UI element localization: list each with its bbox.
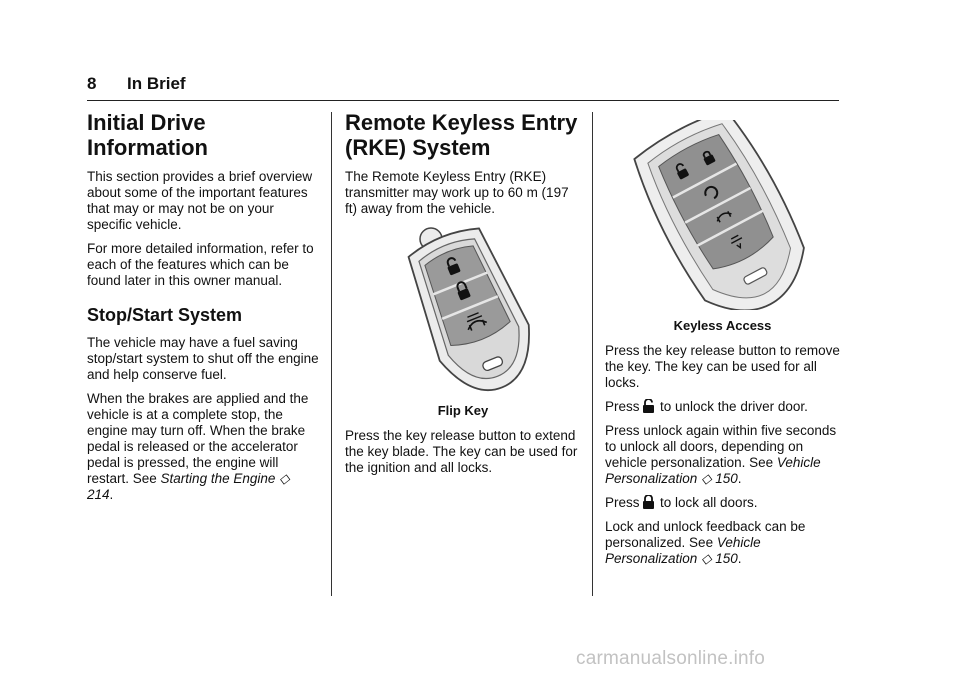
watermark: carmanualsonline.info — [576, 648, 766, 669]
flip-key-illustration — [373, 225, 553, 395]
page-ref: 150 — [715, 551, 738, 566]
lock-icon — [643, 495, 654, 509]
paragraph: Press unlock again within five seconds to unlock all doors, depending on vehicle personalization. See Vehicle Personalization ◇ 150. — [605, 423, 837, 486]
paragraph: The Remote Keyless Entry (RKE) transmitter may work up to 60 m (197 ft) away from the vehicle. — [345, 169, 569, 216]
column-1 — [87, 110, 319, 511]
ref-arrow-icon: ◇ — [701, 551, 712, 566]
paragraph: Press to unlock the driver door. — [605, 399, 808, 414]
paragraph: Press the key release button to extend the key blade. The key can be used for the ignition and all locks. — [345, 428, 578, 475]
ref-arrow-icon: ◇ — [701, 471, 712, 486]
paragraph: Press to lock all doors. — [605, 495, 758, 510]
section-title: In Brief — [127, 74, 186, 93]
column-3 — [605, 110, 840, 575]
link-starting-engine[interactable]: Starting the Engine — [160, 471, 276, 486]
link-vehicle-personalization[interactable]: Vehicle Personalization — [605, 455, 821, 486]
paragraph: The vehicle may have a fuel saving stop/start system to shut off the engine and help conserve fuel. — [87, 335, 319, 382]
paragraph: When the brakes are applied and the vehicle is at a complete stop, the engine may turn off. When the brake pedal is released or the accelerator pedal is pressed, the engine will restart. See Starting the Engine ◇ 214. — [87, 391, 309, 502]
paragraph: For more detailed information, refer to each of the features which can be found later in this owner manual. — [87, 241, 314, 288]
page-header — [87, 70, 839, 101]
figure-caption: Flip Key — [437, 403, 489, 418]
heading-stop-start: Stop/Start System — [87, 305, 243, 325]
unlock-icon — [643, 399, 654, 413]
column-2 — [345, 110, 581, 484]
heading-rke: Remote Keyless Entry (RKE) System — [345, 110, 578, 160]
column-divider — [331, 112, 332, 596]
page-ref: 150 — [715, 471, 738, 486]
heading-initial-drive: Initial Drive Information — [87, 110, 208, 160]
page-number: 8 — [87, 74, 97, 93]
paragraph: Press the key release button to remove the key. The key can be used for all locks. — [605, 343, 840, 390]
paragraph: This section provides a brief overview about some of the important features that may or may not be on your specific vehicle. — [87, 169, 313, 232]
paragraph: Lock and unlock feedback can be personalized. See Vehicle Personalization ◇ 150. — [605, 519, 806, 566]
page-ref: 214 — [87, 487, 110, 502]
figure-caption: Keyless Access — [673, 318, 772, 333]
column-divider — [592, 112, 593, 596]
ref-arrow-icon: ◇ — [279, 471, 290, 486]
keyless-access-fob-illustration — [613, 120, 833, 310]
link-vehicle-personalization[interactable]: Vehicle Personalization — [605, 535, 761, 566]
